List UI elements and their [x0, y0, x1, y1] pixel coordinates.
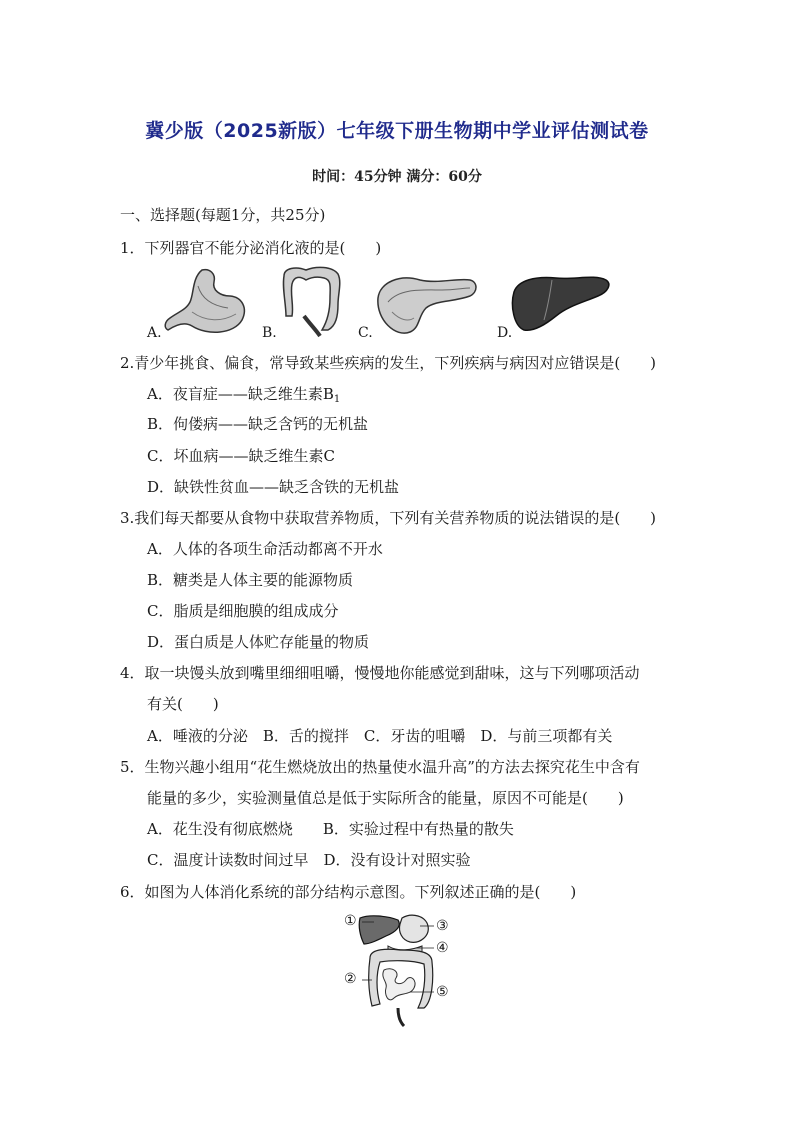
- q4-options: A．唾液的分泌 B．舌的搅拌 C．牙齿的咀嚼 D．与前三项都有关: [147, 727, 613, 745]
- q2-option-a-subscript: 1: [333, 394, 341, 405]
- q2-stem: 2.青少年挑食、偏食，常导致某些疾病的发生，下列疾病与病因对应错误是( ): [120, 354, 657, 372]
- q2-option-a: [147, 384, 340, 410]
- q1-option-b-label: B.: [262, 325, 277, 341]
- diagram-marker-1: ①: [344, 913, 357, 929]
- stomach-icon: [162, 266, 252, 338]
- q3-option-b: B．糖类是人体主要的能源物质: [147, 571, 354, 589]
- q2-option-a-text: A．夜盲症——缺乏维生素B: [147, 385, 334, 403]
- q1-option-a-label: A.: [147, 325, 162, 341]
- diagram-marker-2: ②: [344, 971, 357, 987]
- q2-option-c: C．坏血病——缺乏维生素C: [147, 447, 335, 465]
- q1-option-c-label: C.: [358, 325, 373, 341]
- q5-options-row1: A．花生没有彻底燃烧 B．实验过程中有热量的散失: [147, 820, 514, 838]
- q3-option-a: A．人体的各项生命活动都离不开水: [147, 540, 383, 558]
- section-heading: 一、选择题(每题1分，共25分): [120, 206, 326, 224]
- page-title: 冀少版（2025新版）七年级下册生物期中学业评估测试卷: [145, 120, 649, 142]
- q4-stem-line2: 有关( ): [147, 695, 219, 713]
- q1-option-d-label: D.: [497, 325, 513, 341]
- q2-option-d: D．缺铁性贫血——缺乏含铁的无机盐: [147, 478, 400, 496]
- pancreas-icon: [370, 268, 480, 338]
- q5-stem-line2: 能量的多少，实验测量值总是低于实际所含的能量，原因不可能是( ): [147, 789, 624, 807]
- q3-stem: 3.我们每天都要从食物中获取营养物质，下列有关营养物质的说法错误的是( ): [120, 509, 657, 527]
- diagram-marker-5: ⑤: [436, 984, 449, 1000]
- q5-options-row2: C．温度计读数时间过早 D．没有设计对照实验: [147, 851, 471, 869]
- diagram-marker-4: ④: [436, 940, 449, 956]
- q4-stem-line1: 4．取一块馒头放到嘴里细细咀嚼，慢慢地你能感觉到甜味，这与下列哪项活动: [120, 664, 640, 682]
- q3-option-d: D．蛋白质是人体贮存能量的物质: [147, 633, 370, 651]
- diagram-marker-3: ③: [436, 918, 449, 934]
- q2-option-b: B．佝偻病——缺乏含钙的无机盐: [147, 415, 369, 433]
- q5-stem-line1: 5．生物兴趣小组用“花生燃烧放出的热量使水温升高”的方法去探究花生中含有: [120, 758, 640, 776]
- q3-option-c: C．脂质是细胞膜的组成成分: [147, 602, 339, 620]
- exam-meta: 时间：45分钟 满分：60分: [312, 169, 482, 185]
- liver-icon: [508, 270, 612, 334]
- large-intestine-icon: [276, 264, 346, 338]
- q1-stem: 1．下列器官不能分泌消化液的是( ): [120, 239, 382, 257]
- q6-stem: 6．如图为人体消化系统的部分结构示意图。下列叙述正确的是( ): [120, 883, 577, 901]
